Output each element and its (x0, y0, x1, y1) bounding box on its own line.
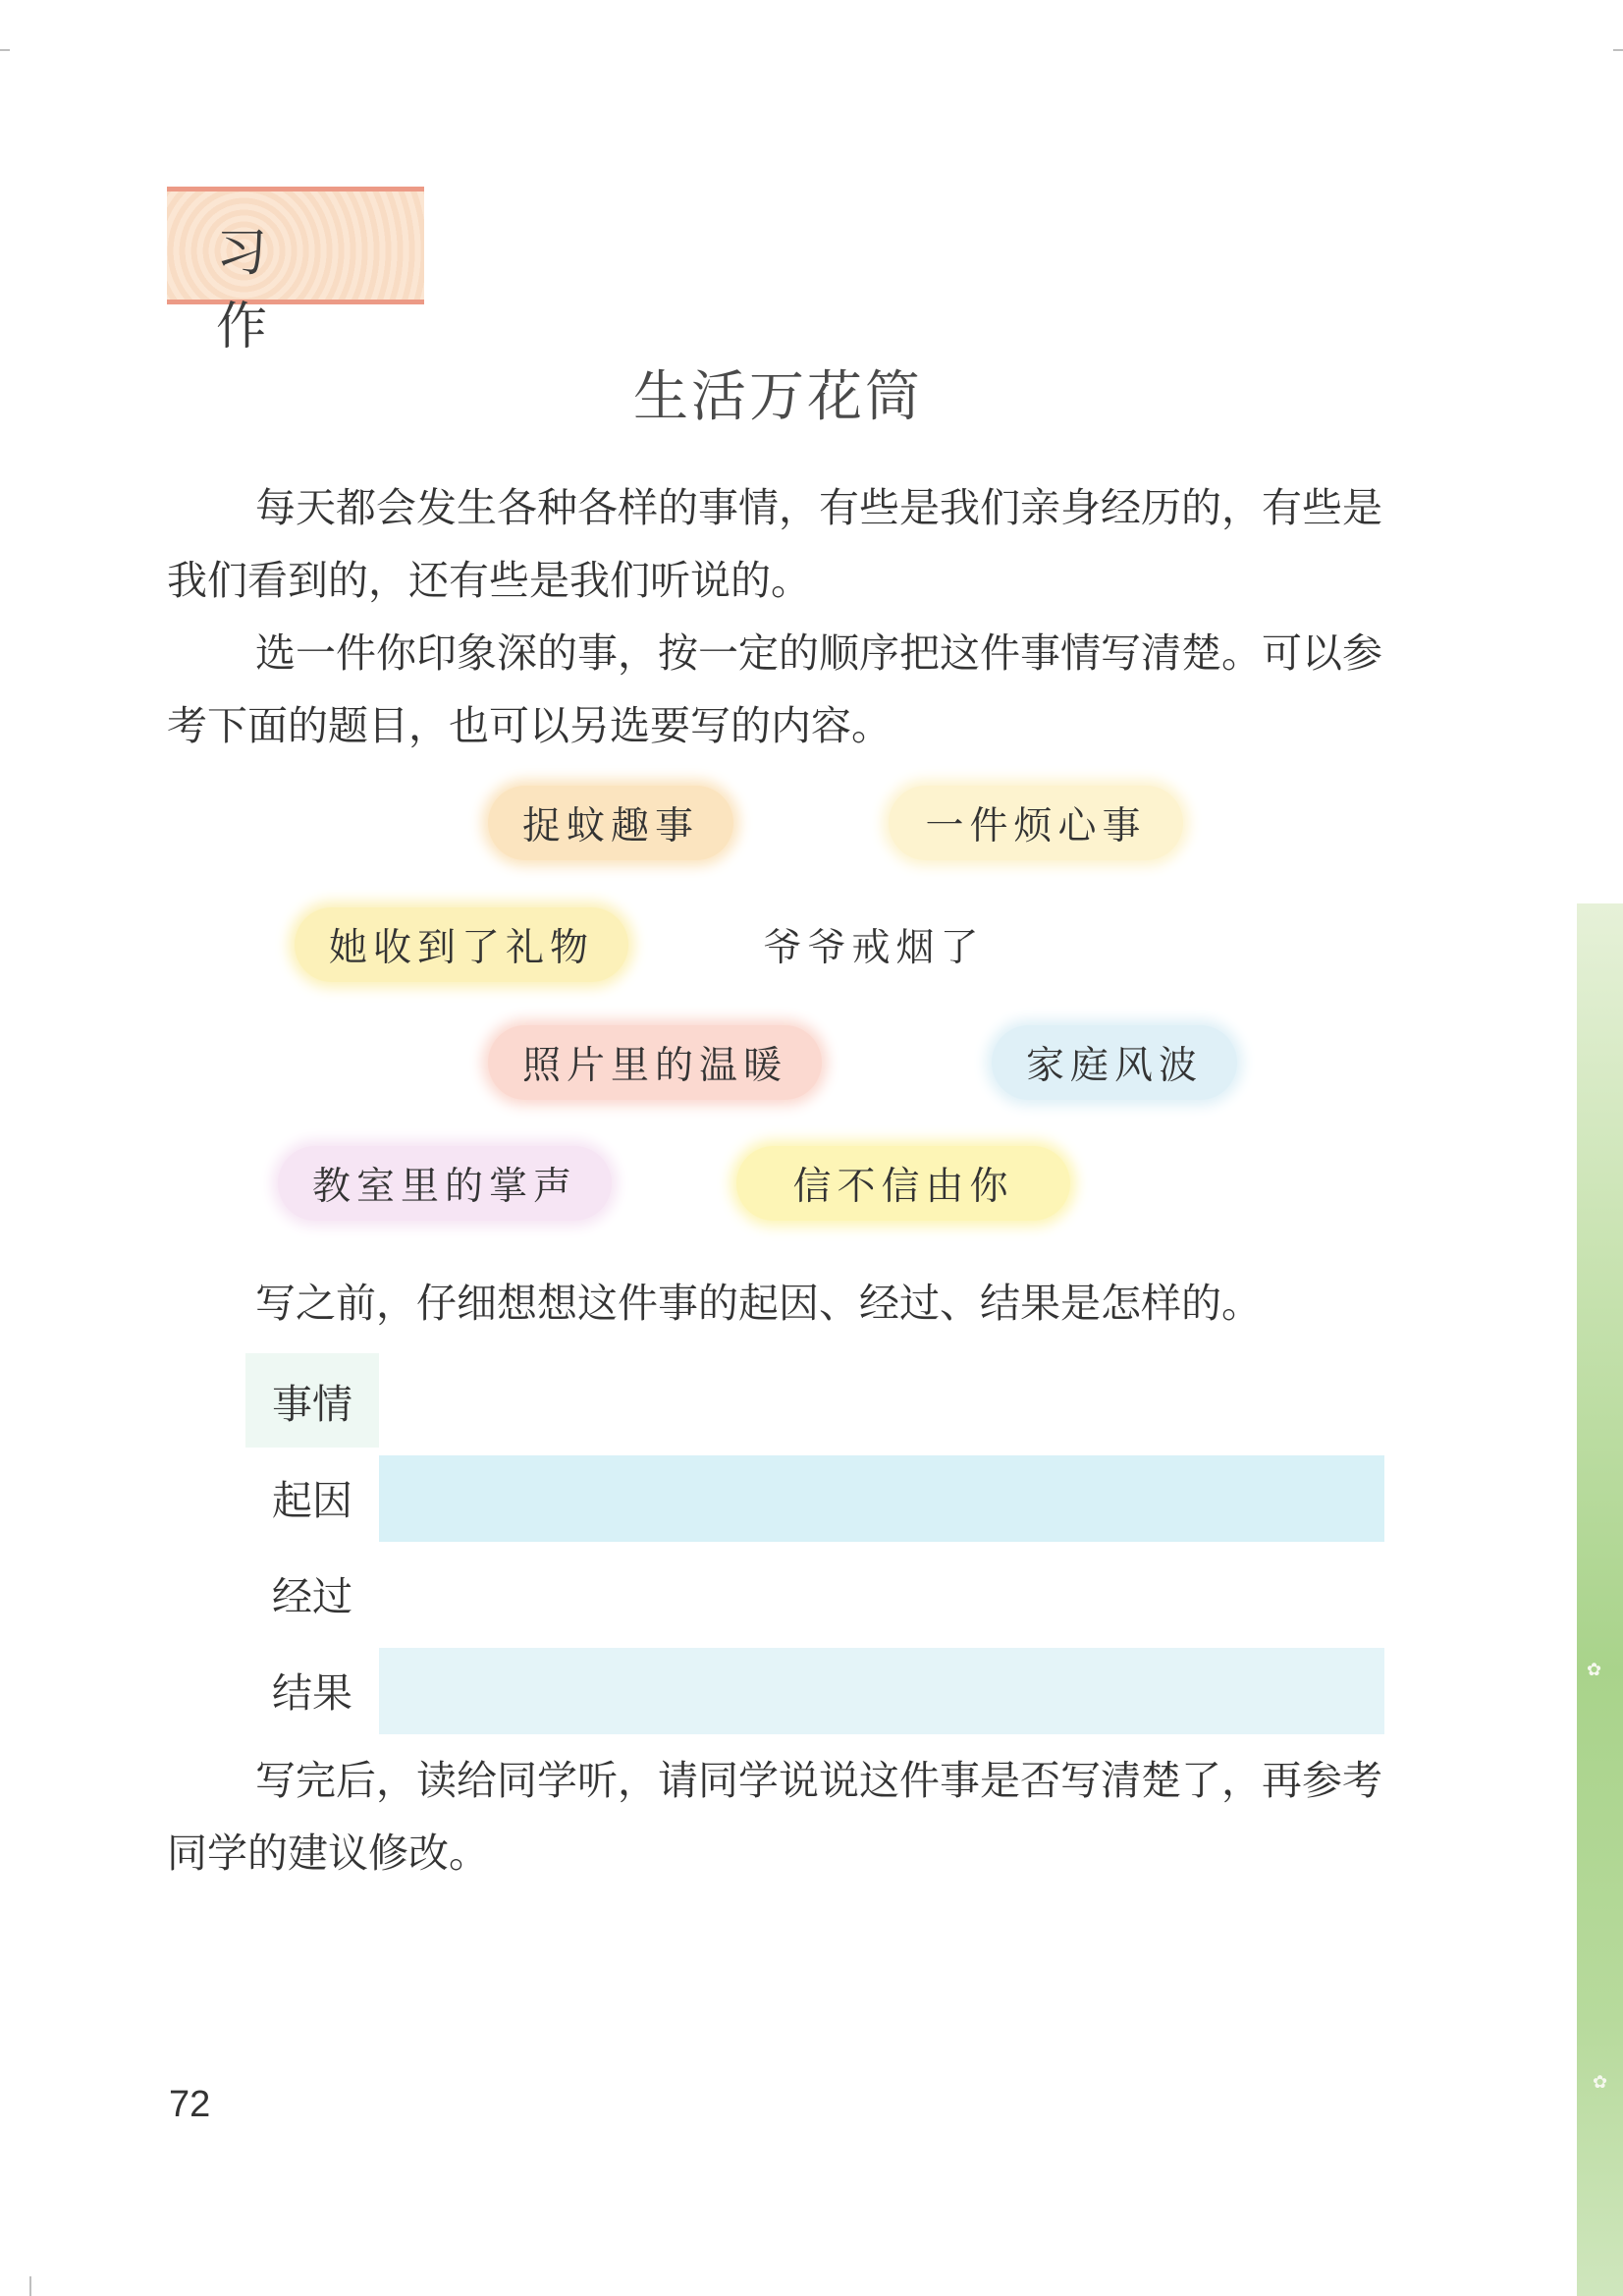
topic-label: 家庭风波 (1025, 1044, 1203, 1088)
topic-pill (751, 907, 997, 982)
page-number: 72 (169, 2084, 211, 2125)
topic-pill (278, 1146, 612, 1221)
outline-row-label: 结果 (272, 1668, 352, 1717)
before-writing-paragraph: 写之前，仔细想想这件事的起因、经过、结果是怎样的。 (255, 1280, 1262, 1327)
topic-pill (295, 907, 628, 982)
outline-fill-area (379, 1648, 1384, 1734)
outline-row-label: 起因 (272, 1476, 352, 1524)
side-decoration-strip (1577, 903, 1623, 2296)
outline-row-label: 事情 (245, 1353, 379, 1448)
topic-pill (736, 1146, 1070, 1221)
crop-mark-top-right (1613, 49, 1623, 51)
section-label: 习 作 (216, 224, 307, 356)
outline-fill-area (379, 1552, 1384, 1638)
topic-label: 照片里的温暖 (521, 1044, 787, 1088)
crop-mark-bottom-left (29, 2276, 31, 2296)
outline-row (245, 1449, 1384, 1544)
topic-pill (488, 786, 733, 860)
after-writing-paragraph: 写完后，读给同学听，请同学说说这件事是否写清楚了，再参考同学的建议修改。 (167, 1757, 1382, 1877)
flower-icon: ✿ (1593, 2072, 1608, 2093)
outline-row (245, 1546, 1384, 1640)
crop-mark-top-left (0, 49, 10, 51)
outline-row-label: 经过 (272, 1572, 352, 1620)
topic-pill (992, 1025, 1237, 1100)
topic-label: 爷爷戒烟了 (763, 926, 985, 970)
task-paragraph: 选一件你印象深的事，按一定的顺序把这件事情写清楚。可以参考下面的题目，也可以另选要写的内容。 (167, 629, 1382, 749)
topic-label: 捉蚊趣事 (521, 804, 699, 848)
topic-pill (488, 1025, 822, 1100)
outline-row (245, 1353, 1384, 1448)
page-title: 生活万花筒 (633, 365, 923, 429)
intro-paragraph: 每天都会发生各种各样的事情，有些是我们亲身经历的，有些是我们看到的，还有些是我们听说的。 (167, 484, 1382, 604)
topic-label: 一件烦心事 (925, 804, 1147, 848)
outline-row (245, 1642, 1384, 1736)
topic-label: 她收到了礼物 (328, 926, 594, 970)
flower-icon: ✿ (1587, 1660, 1602, 1680)
section-banner (167, 187, 424, 356)
topic-pill (889, 786, 1183, 860)
topic-label: 信不信由你 (792, 1165, 1014, 1209)
topic-label: 教室里的掌声 (311, 1165, 577, 1209)
outline-fill-area (379, 1455, 1384, 1542)
